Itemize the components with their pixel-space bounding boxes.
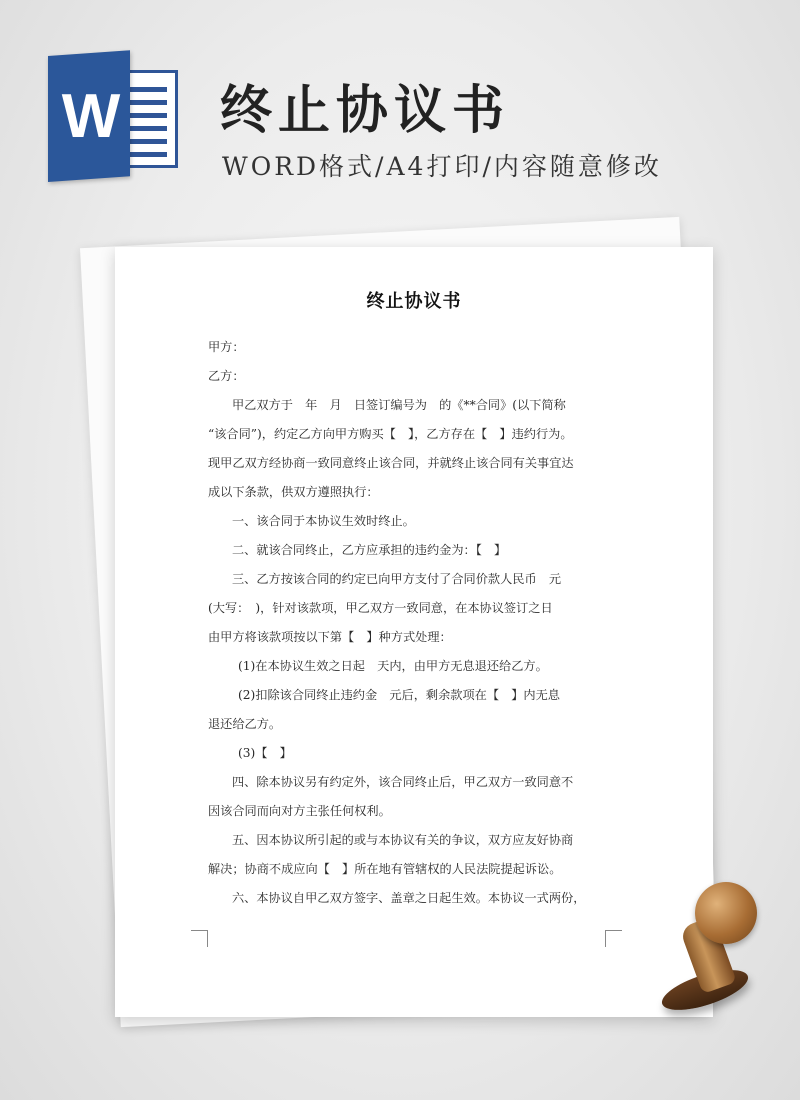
clause-5: 五、因本协议所引起的或与本协议有关的争议，双方应友好协商 [232, 833, 574, 847]
paragraph-line: 由甲方将该款项按以下第【 】种方式处理： [208, 630, 452, 644]
clause-6: 六、本协议自甲乙双方签字、盖章之日起生效。本协议一式两份， [232, 891, 586, 905]
clause-1: 一、该合同于本协议生效时终止。 [232, 514, 415, 528]
document-page [115, 247, 713, 1017]
party-b-line: 乙方： [208, 369, 245, 383]
paragraph-line: 退还给乙方。 [208, 717, 282, 731]
wooden-stamp-icon [650, 880, 780, 1030]
paragraph-line: 成以下条款，供双方遵照执行： [208, 485, 379, 499]
paragraph-line: (大写： )，针对该款项，甲乙双方一致同意，在本协议签订之日 [208, 601, 553, 615]
crop-mark-left [191, 930, 208, 947]
header-title: 终止协议书 [220, 81, 511, 141]
option-2: (2)扣除该合同终止违约金 元后，剩余款项在【 】内无息 [238, 688, 560, 702]
clause-4: 四、除本协议另有约定外，该合同终止后，甲乙双方一致同意不 [232, 775, 574, 789]
clause-3: 三、乙方按该合同的约定已向甲方支付了合同价款人民币 元 [232, 572, 562, 586]
header-subtitle: WORD格式/A4打印/内容随意修改 [222, 152, 662, 181]
paragraph-line: 因该合同而向对方主张任何权利。 [208, 804, 391, 818]
crop-mark-right [605, 930, 622, 947]
paragraph-line: 解决；协商不成应向【 】所在地有管辖权的人民法院提起诉讼。 [208, 862, 562, 876]
option-3: (3)【 】 [238, 746, 292, 760]
document-body [208, 333, 608, 913]
stamp-knob [695, 882, 757, 944]
option-1: (1)在本协议生效之日起 天内，由甲方无息退还给乙方。 [238, 659, 548, 673]
word-logo-icon [48, 56, 184, 182]
clause-2: 二、就该合同终止，乙方应承担的违约金为：【 】 [232, 543, 507, 557]
document-title: 终止协议书 [366, 291, 462, 312]
paragraph-line: 甲乙双方于 年 月 日签订编号为 的《**合同》(以下简称 [232, 398, 566, 412]
paragraph-line: “该合同”)，约定乙方向甲方购买【 】，乙方存在【 】违约行为。 [208, 427, 573, 441]
party-a-line: 甲方： [208, 340, 245, 354]
paragraph-line: 现甲乙双方经协商一致同意终止该合同，并就终止该合同有关事宜达 [208, 456, 574, 470]
word-letter: W [61, 82, 119, 151]
